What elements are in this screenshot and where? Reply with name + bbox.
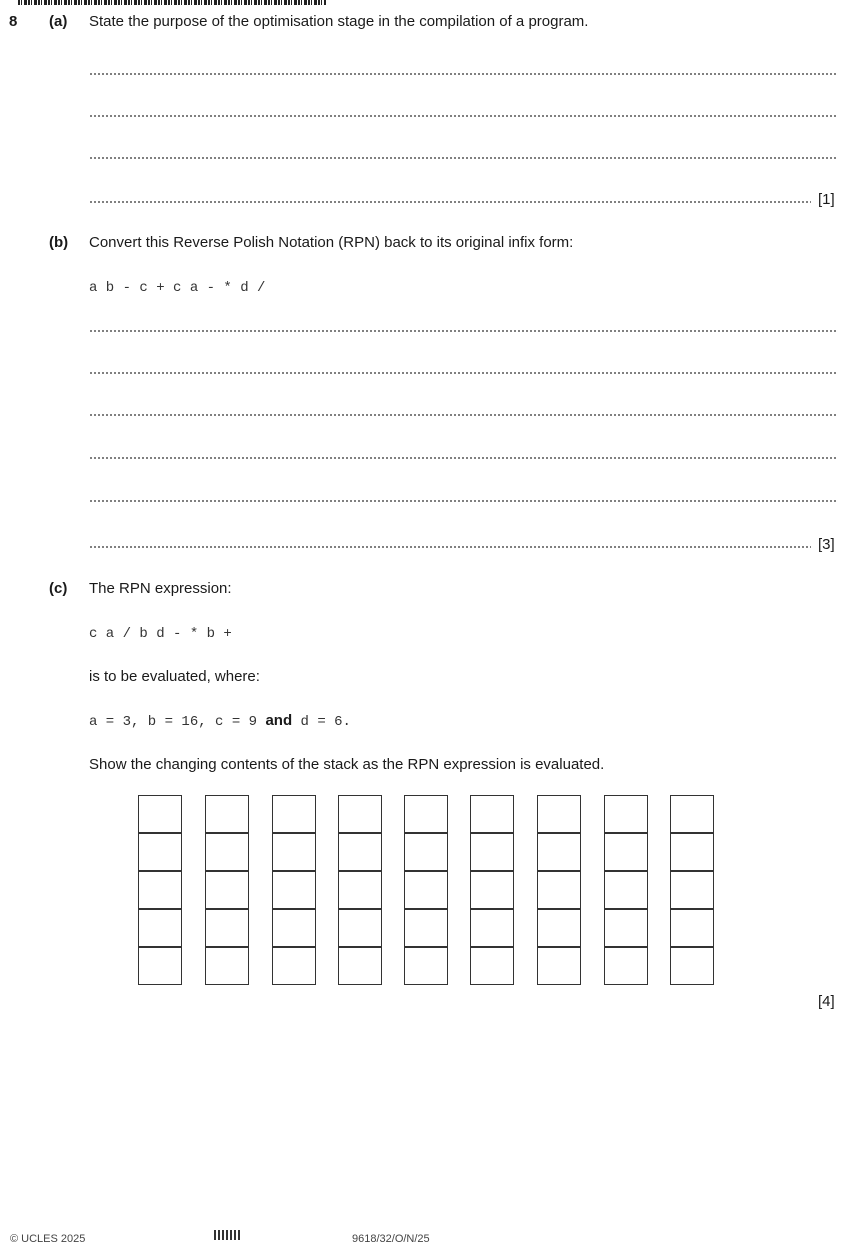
stack-cell[interactable]	[604, 871, 648, 909]
answer-line[interactable]	[89, 73, 838, 75]
stack-column	[205, 795, 249, 985]
stack-cell[interactable]	[470, 947, 514, 985]
answer-line[interactable]	[89, 372, 838, 374]
stack-cell[interactable]	[272, 833, 316, 871]
answer-line[interactable]	[89, 500, 838, 502]
stack-cell[interactable]	[404, 909, 448, 947]
answer-line[interactable]	[89, 330, 838, 332]
part-b-label: (b)	[49, 234, 69, 251]
stack-column	[138, 795, 182, 985]
stack-cell[interactable]	[138, 909, 182, 947]
part-a-text: State the purpose of the optimisation stage in the compilation of a program.	[89, 13, 589, 30]
part-a-marks: [1]	[818, 191, 835, 208]
stack-cell[interactable]	[604, 947, 648, 985]
part-b-marks: [3]	[818, 536, 835, 553]
stack-cell[interactable]	[537, 909, 581, 947]
stack-cell[interactable]	[670, 909, 714, 947]
stack-cell[interactable]	[272, 871, 316, 909]
part-c-marks: [4]	[818, 993, 835, 1010]
stack-cell[interactable]	[205, 795, 249, 833]
stack-cell[interactable]	[537, 795, 581, 833]
stack-cell[interactable]	[670, 871, 714, 909]
stack-cell[interactable]	[138, 947, 182, 985]
stack-cell[interactable]	[670, 833, 714, 871]
stack-cell[interactable]	[404, 947, 448, 985]
part-c-label: (c)	[49, 580, 68, 597]
stack-cell[interactable]	[138, 833, 182, 871]
stack-cell[interactable]	[205, 909, 249, 947]
answer-line[interactable]	[89, 201, 811, 203]
stack-cell[interactable]	[338, 871, 382, 909]
stack-cell[interactable]	[272, 909, 316, 947]
answer-line[interactable]	[89, 157, 838, 159]
stack-cell[interactable]	[138, 871, 182, 909]
stack-cell[interactable]	[338, 833, 382, 871]
part-b-expression: a b - c + c a - * d /	[89, 280, 266, 296]
stack-cell[interactable]	[338, 795, 382, 833]
stack-column	[670, 795, 714, 985]
stack-cell[interactable]	[604, 795, 648, 833]
stack-column	[537, 795, 581, 985]
and-word: and	[265, 712, 293, 729]
answer-line[interactable]	[89, 115, 838, 117]
footer-copyright: © UCLES 2025	[10, 1233, 86, 1245]
part-c-values	[89, 712, 351, 730]
stack-cell[interactable]	[604, 833, 648, 871]
stack-cell[interactable]	[338, 909, 382, 947]
part-c-instruction: Show the changing contents of the stack as the RPN expression is evaluated.	[89, 756, 605, 773]
part-c-expression: c a / b d - * b +	[89, 626, 232, 642]
stack-cell[interactable]	[404, 795, 448, 833]
stack-cell[interactable]	[470, 909, 514, 947]
part-a-label: (a)	[49, 13, 68, 30]
stack-cell[interactable]	[205, 871, 249, 909]
stack-cell[interactable]	[470, 795, 514, 833]
stack-cell[interactable]	[138, 795, 182, 833]
stack-cell[interactable]	[205, 833, 249, 871]
part-b-text: Convert this Reverse Polish Notation (RPN) back to its original infix form:	[89, 234, 574, 251]
question-number: 8	[9, 13, 18, 30]
stack-cell[interactable]	[272, 795, 316, 833]
stack-cell[interactable]	[670, 795, 714, 833]
barcode	[18, 0, 326, 5]
stack-cell[interactable]	[338, 947, 382, 985]
stack-cell[interactable]	[272, 947, 316, 985]
qr-code	[214, 1230, 240, 1240]
stack-cell[interactable]	[470, 833, 514, 871]
stack-column	[338, 795, 382, 985]
stack-cell[interactable]	[537, 833, 581, 871]
answer-line[interactable]	[89, 457, 838, 459]
stack-cell[interactable]	[537, 947, 581, 985]
part-c-evaluated-text: is to be evaluated, where:	[89, 668, 260, 685]
stack-cell[interactable]	[205, 947, 249, 985]
stack-column	[272, 795, 316, 985]
assign-1: a = 3, b = 16, c = 9	[89, 714, 258, 730]
footer-code: 9618/32/O/N/25	[352, 1233, 430, 1245]
stack-cell[interactable]	[404, 833, 448, 871]
stack-column	[604, 795, 648, 985]
stack-column	[404, 795, 448, 985]
stack-cell[interactable]	[670, 947, 714, 985]
stack-cell[interactable]	[537, 871, 581, 909]
stack-column	[470, 795, 514, 985]
assign-2: d = 6.	[300, 714, 351, 730]
stack-cell[interactable]	[470, 871, 514, 909]
part-c-intro: The RPN expression:	[89, 580, 232, 597]
answer-line[interactable]	[89, 546, 811, 548]
stack-cell[interactable]	[604, 909, 648, 947]
stack-cell[interactable]	[404, 871, 448, 909]
answer-line[interactable]	[89, 414, 838, 416]
